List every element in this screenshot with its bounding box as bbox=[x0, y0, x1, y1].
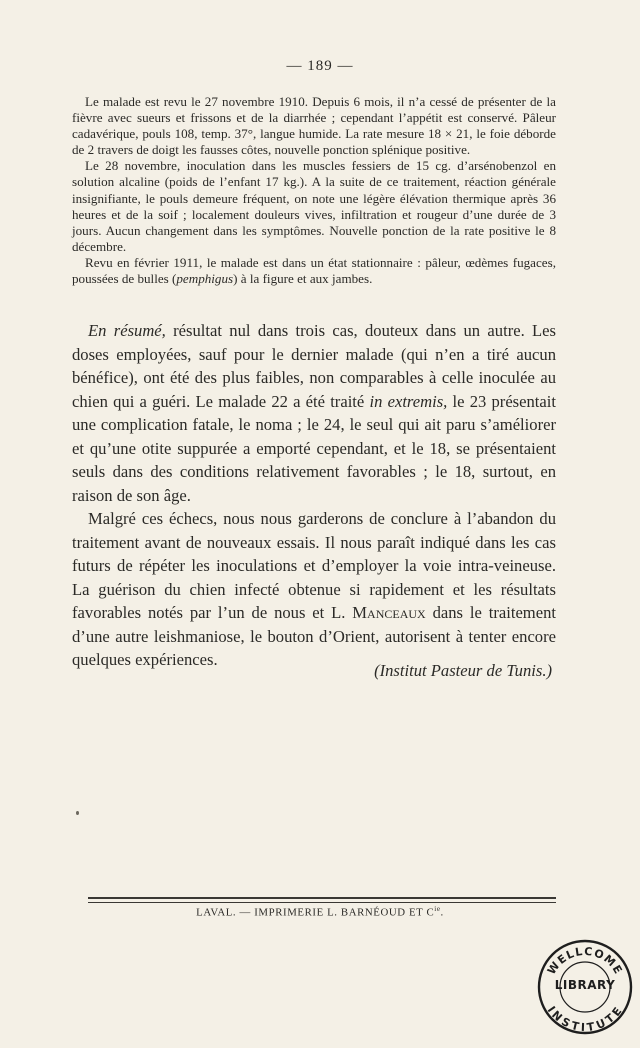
case-paragraph-2: Le 28 novembre, inoculation dans les muscles fessiers de 15 cg. d’arsénobenzol en solution alcaline (poids de l’enfant 17 kg.). A la suite de ce traitement, réaction générale insignifiante, le pouls demeure fréquent, on note une légère élévation thermique après 36 heures et de la soif ; localement douleurs vives, infiltration et rougeur d’une durée de 3 jours. Aucun changement dans les symptômes. Nouvelle ponction de la rate positive le 8 décembre. bbox=[72, 158, 556, 254]
stamp-bottom-text: INSTITUTE bbox=[544, 1003, 626, 1035]
pemphigus-term: pemphigus bbox=[176, 271, 234, 287]
case-paragraph-3 bbox=[72, 255, 556, 287]
in-extremis-phrase: in extremis, bbox=[369, 391, 448, 411]
conclusion-paragraph-2 bbox=[72, 507, 556, 672]
imprint-sup: ie bbox=[434, 905, 441, 913]
imprint-end: . bbox=[440, 906, 444, 919]
conclusion-p2-end: dans le traitement d’une autre leishmaniose, le bouton d’Orient, autorisent à tenter encore quelques expériences. bbox=[72, 603, 556, 669]
conclusion-paragraph-1 bbox=[72, 319, 556, 507]
conclusion-p1-end: le 23 présentait une complication fatale, le noma ; le 24, le seul qui ait paru s’améliorer et qu’une otite suppurée a emporté cependant, et le 18, se présentaient seuls dans des conditions relativement favorables ; le 18, surtout, en raison de son âge. bbox=[72, 391, 556, 505]
printer-imprint bbox=[0, 905, 640, 919]
ink-speck bbox=[76, 811, 79, 815]
conclusion-text bbox=[72, 319, 556, 672]
case-paragraph-1: Le malade est revu le 27 novembre 1910. Depuis 6 mois, il n’a cessé de présenter de la fièvre avec sueurs et frissons et de la diarrhée ; cependant l’appétit est conservé. Pâleur cadavérique, pouls 108, temp. 37°, langue humide. La rate mesure 18 × 21, le foie déborde de 2 travers de doigt les fausses côtes, nouvelle ponction splénique positive. bbox=[72, 94, 556, 158]
page-number: — 189 — bbox=[286, 58, 354, 74]
institution-signature: (Institut Pasteur de Tunis.) bbox=[374, 661, 552, 680]
case-paragraph-3-end: ) à la figure et aux jambes. bbox=[233, 271, 373, 287]
case-report bbox=[72, 94, 556, 287]
case-paragraph-3-text: Revu en février 1911, le malade est dans un état stationnaire : pâleur, œdèmes fugaces, poussées de bulles ( bbox=[72, 254, 556, 287]
wellcome-library-stamp bbox=[535, 937, 635, 1037]
en-resume-phrase: En résumé, bbox=[88, 321, 166, 340]
stamp-middle-text: LIBRARY bbox=[554, 978, 616, 992]
stamp-top-text: WELLCOME bbox=[544, 944, 626, 978]
conclusion-p2-text: Malgré ces échecs, nous nous garderons de conclure à l’abandon du traitement avant de nouveaux essais. Il nous paraît indiqué dans les cas futurs de répéter les inoculations et d’employer la voie intra-veineuse. La guérison du chien infecté obtenue si rapidement et les résultats favorables notés par l’un de nous et L. bbox=[72, 509, 556, 622]
imprint-text: LAVAL. — IMPRIMERIE L. BARNÉOUD ET C bbox=[196, 906, 435, 919]
footer-rule-thin bbox=[88, 902, 556, 903]
svg-text:INSTITUTE bbox=[545, 1004, 625, 1034]
footer-rule-thick bbox=[88, 897, 556, 899]
author-name-manceaux: Manceaux bbox=[352, 603, 426, 622]
conclusion-p1-text: résultat nul dans trois cas, douteux dans un autre. Les doses employées, sauf pour le dernier malade (qui n’en a tiré aucun bénéfice), ont été des plus faibles, non comparables à celle inoculée au chien qui a guéri. Le malade 22 a été traité bbox=[72, 321, 556, 411]
